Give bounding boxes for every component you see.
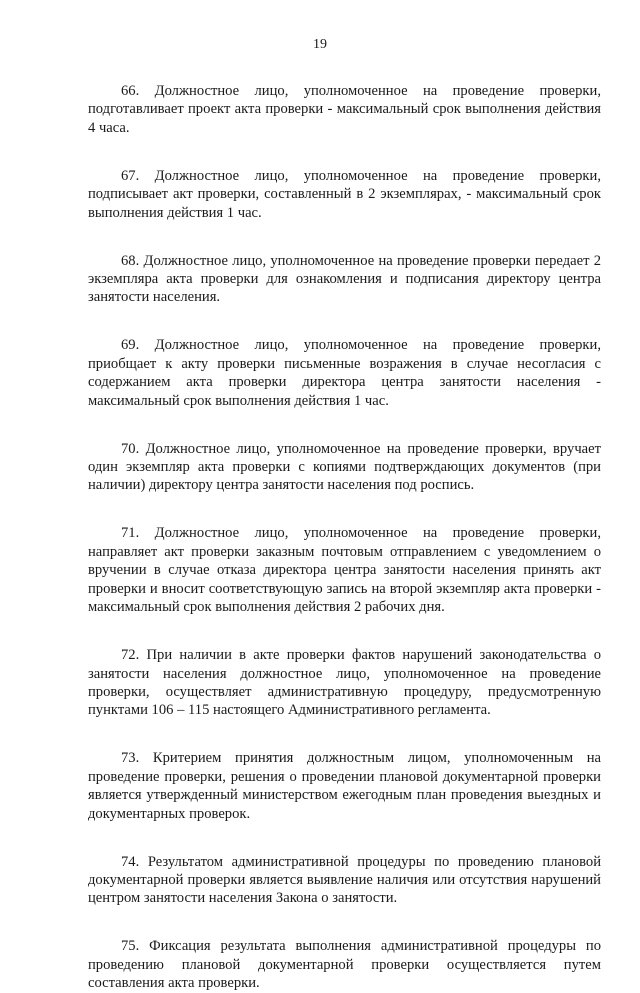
paragraph-72: 72. При наличии в акте проверки фактов нарушений законодательства о занятости населения должностное лицо, уполномоченное на проведение проверки, осуществляет административную процедуру, предусмотренную пунктами 106 – 115 настоящего Административного регламента. bbox=[88, 647, 601, 719]
paragraph-75: 75. Фиксация результата выполнения административной процедуры по проведению плановой документарной проверки осуществляется путем составления акта проверки. bbox=[88, 938, 601, 992]
paragraph-66: 66. Должностное лицо, уполномоченное на проведение проверки, подготавливает проект акта проверки - максимальный срок выполнения действия 4 часа. bbox=[88, 83, 601, 136]
paragraph-70: 70. Должностное лицо, уполномоченное на проведение проверки, вручает один экземпляр акта проверки с копиями подтверждающих документов (при наличии) директору центра занятости населения под роспись. bbox=[88, 440, 601, 494]
document-body bbox=[88, 82, 601, 993]
paragraph-68: 68. Должностное лицо, уполномоченное на проведение проверки передает 2 экземпляра акта проверки для ознакомления и подписания директору центра занятости населения. bbox=[88, 252, 601, 306]
page-number: 19 bbox=[313, 37, 327, 52]
paragraph-73: 73. Критерием принятия должностным лицом, уполномоченным на проведение проверки, решения о проведении плановой документарной проверки является утвержденный министерством ежегодным план проведения выездных и документарных проверок. bbox=[88, 750, 601, 822]
paragraph-69: 69. Должностное лицо, уполномоченное на проведение проверки, приобщает к акту проверки письменные возражения в случае несогласия с содержанием акта проверки директора центра занятости населения - максимальный срок выполнения действия 1 час. bbox=[88, 337, 601, 409]
paragraph-71: 71. Должностное лицо, уполномоченное на проведение проверки, направляет акт проверки заказным почтовым отправлением с уведомлением о вручении в случае отказа директора центра занятости населения принять акт проверки и вносит соответствующую запись на второй экземпляр акта проверки - максимальный срок выполнения действия 2 рабочих дня. bbox=[88, 525, 601, 616]
paragraph-67: 67. Должностное лицо, уполномоченное на проведение проверки, подписывает акт проверки, составленный в 2 экземплярах, - максимальный срок выполнения действия 1 час. bbox=[88, 167, 601, 221]
paragraph-74: 74. Результатом административной процедуры по проведению плановой документарной проверки является выявление наличия или отсутствия нарушений центром занятости населения Закона о занятости. bbox=[88, 853, 601, 907]
